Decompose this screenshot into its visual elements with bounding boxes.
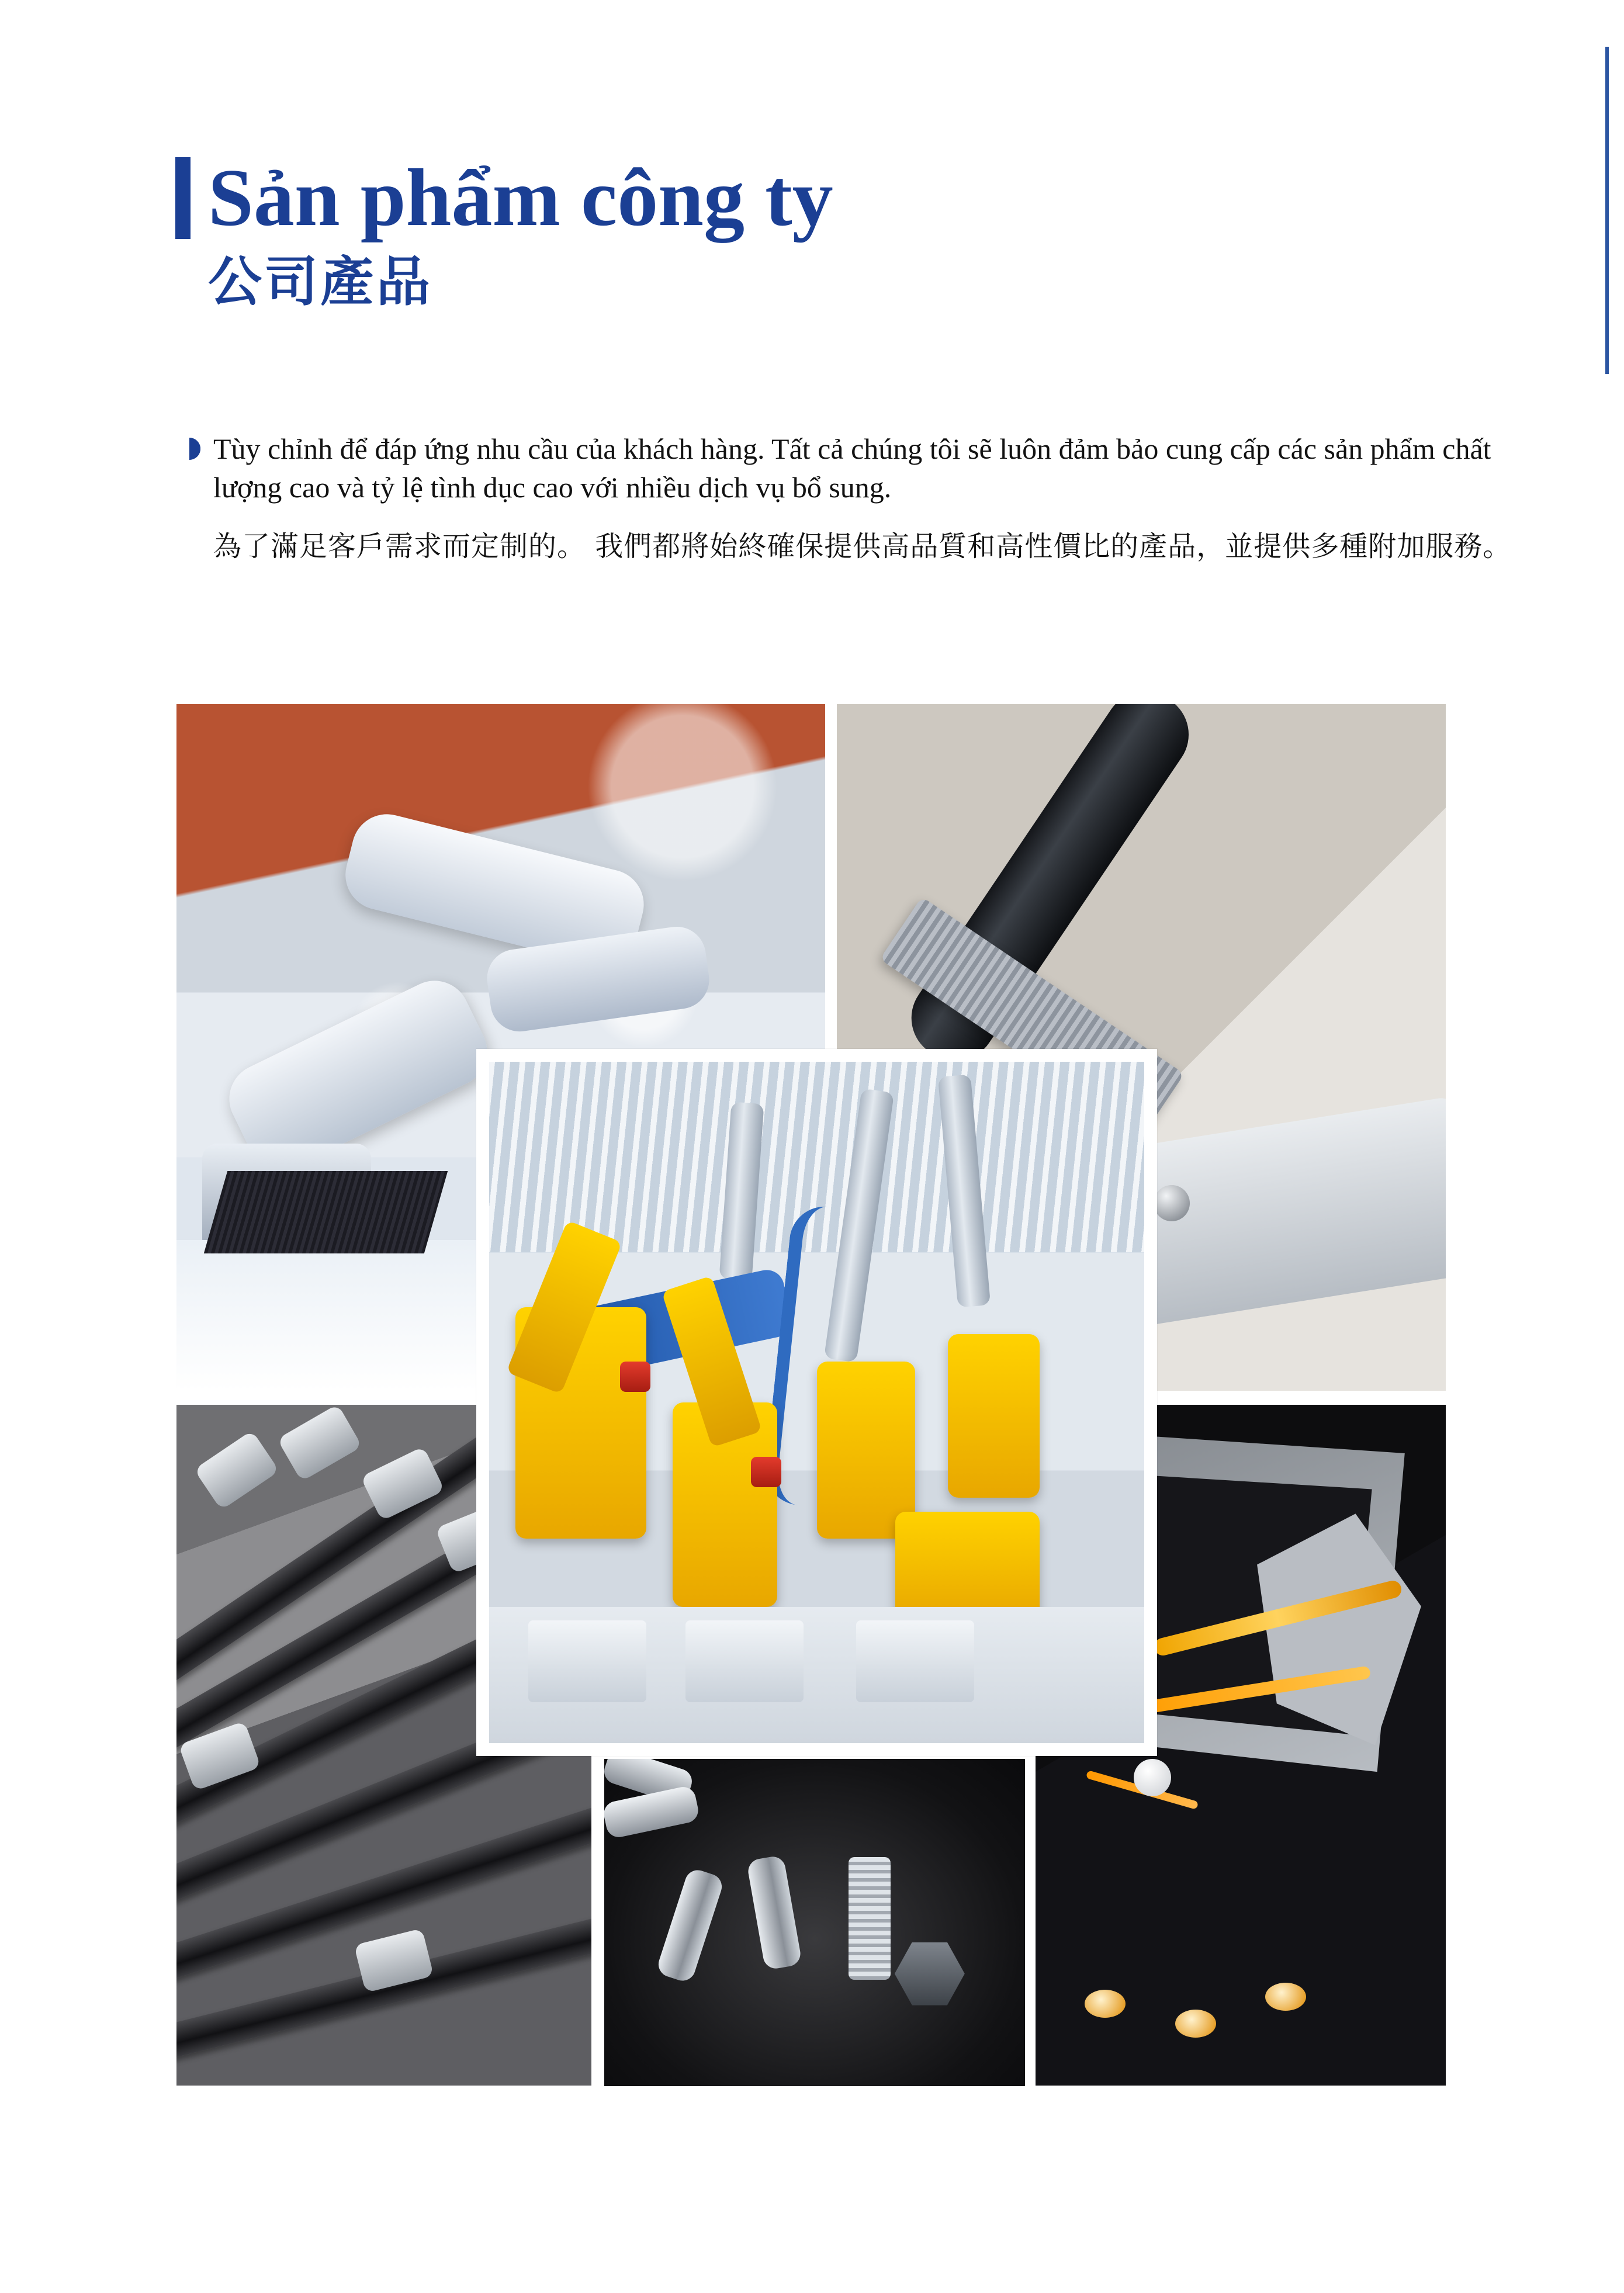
intro-row: [178, 429, 1540, 507]
gallery-image-robot-arm: [176, 704, 825, 1391]
intro-paragraph-zh: 為了滿足客戶需求而定制的。 我們都將始終確保提供高品質和高性價比的產品，並提供多種附加服務。: [213, 530, 1512, 563]
gallery-image-hose-fitting: [837, 704, 1446, 1391]
intro-block: [178, 429, 1540, 566]
gallery-image-factory: [476, 1049, 1157, 1756]
gallery-image-cad-render: [1036, 1405, 1446, 2086]
title-row: [175, 155, 1519, 241]
title-accent-bar: [175, 157, 191, 239]
bullet-icon: [178, 438, 200, 460]
page-edge-rule: [1605, 47, 1609, 374]
intro-paragraph-vi: Tùy chỉnh để đáp ứng nhu cầu của khách hàng. Tất cả chúng tôi sẽ luôn đảm bảo cung cấp các sản phẩm chất lượng cao và tỷ lệ tình dục cao với nhiều dịch vụ bổ sung.: [213, 432, 1491, 504]
page-subtitle: 公司產品: [208, 251, 433, 313]
page-title-block: [175, 155, 1519, 311]
gallery-image-fittings: [604, 1759, 1025, 2086]
gallery-image-hoses: [176, 1405, 591, 2086]
page-title: Sản phẩm công ty: [208, 153, 833, 243]
